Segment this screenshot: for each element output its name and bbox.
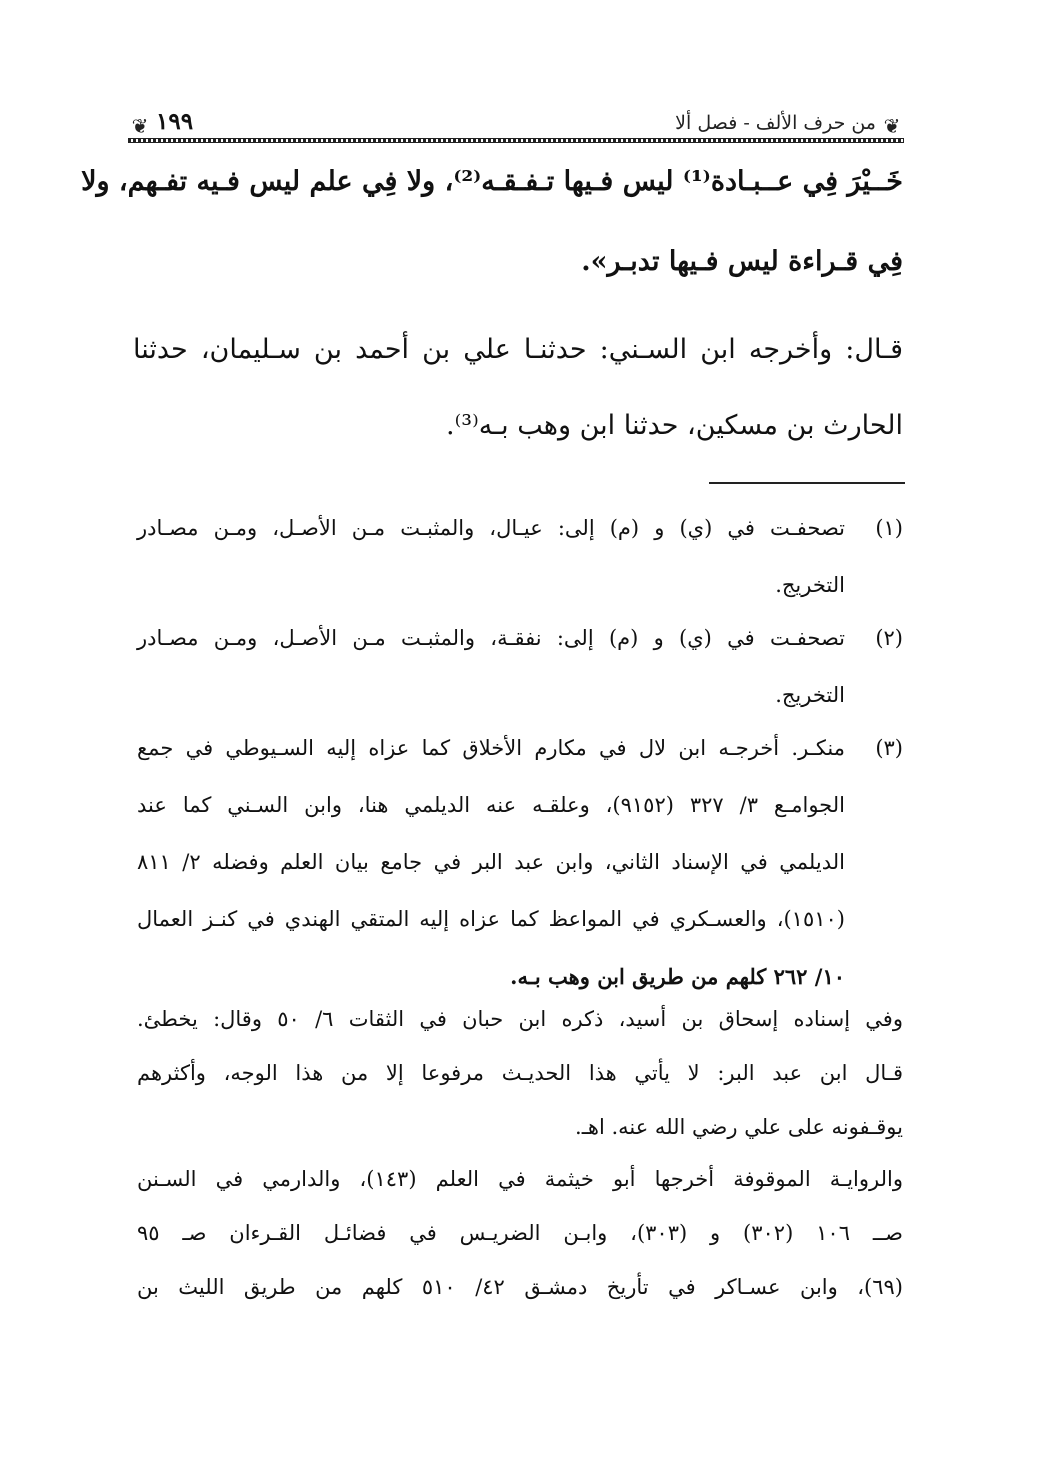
footnote-continuation	[137, 992, 903, 1154]
footnote-line: منكـر. أخرجـه ابن لال في مكارم الأخلاق كما عزاه إليه السـيوطي في جمع	[137, 736, 845, 760]
footnote-line: الجوامـع ٣/ ٣٢٧ (٩١٥٢)، وعلقـه عنه الديلمي هنا، وابن السـني كما عند	[137, 793, 845, 817]
footnote-2	[137, 610, 903, 724]
footnote-continuation	[137, 1152, 903, 1314]
header-ornament-left-icon: ❦	[131, 114, 149, 138]
footnote-line: (١٥١٠)، والعسـكري في المواعظ كما عزاه إليه المتقي الهندي في كنـز العمال	[137, 907, 845, 931]
main-text-line: قـال: وأخرجه ابن السـني: حدثنـا علي بن أحمد بن سـليمان، حدثنا	[133, 334, 903, 365]
continuation-line: (٦٩)، وابن عسـاكر في تأريخ دمشـق ٤٢/ ٥١٠ كلهم من طريق الليث بن	[137, 1275, 903, 1299]
footnote-line: تصحفـت في (ي) و (م) إلى: نفقـة، والمثبـت مـن الأصـل، ومـن مصـادر	[137, 626, 845, 650]
header-rule	[128, 138, 904, 143]
continuation-line: قـال ابن عبد البر: لا يأتي هذا الحديـث مرفوعا إلا من هذا الوجه، وأكثرهم	[137, 1061, 903, 1085]
main-text-line: الحارث بن مسكين، حدثنا ابن وهب بـه⁽³⁾.	[446, 410, 903, 441]
continuation-line: والروايـة الموقوفة أخرجها أبو خيثمة في العلم (١٤٣)، والدارمي في السـنن	[137, 1167, 903, 1191]
main-text-line: خَــيْرَ فِي عــبـادة⁽¹⁾ ليس فـيها تـفـقـه⁽²⁾، ولا فِي علم ليس فـيه تفـهم، ولا	[81, 166, 903, 197]
continuation-line: يوقـفونه على علي رضي الله عنه. اهـ.	[575, 1115, 903, 1139]
main-text-line: فِي قـراءة ليس فـيها تدبـر».	[581, 246, 903, 277]
footnote-1	[137, 500, 903, 614]
header-title: من حرف الألف - فصل ألا	[675, 112, 876, 134]
continuation-line: وفي إسناده إسحاق بن أسيد، ذكره ابن حبان في الثقات ٦/ ٥٠ وقال: يخطئ.	[137, 1007, 903, 1031]
footnote-line: ١٠/ ٢٦٢ كلهم من طريق ابن وهب بـه.	[510, 964, 845, 989]
footnote-number: (٢)	[875, 626, 903, 650]
footnote-line: تصحفـت في (ي) و (م) إلى: عيـال، والمثبـت مـن الأصـل، ومـن مصـادر	[137, 516, 845, 540]
footnote-line: التخريج.	[775, 573, 845, 597]
continuation-line: صــ ١٠٦ (٣٠٢) و (٣٠٣)، وابـن الضريـس في فضائـل القـرءان صـ ٩٥	[137, 1221, 903, 1245]
header-ornament-right-icon: ❦	[883, 114, 901, 138]
footnote-line: التخريج.	[775, 683, 845, 707]
footnote-number: (٣)	[875, 736, 903, 760]
footnote-line: الديلمي في الإسناد الثاني، وابن عبد البر في جامع بيان العلم وفضله ٢/ ٨١١	[137, 850, 845, 874]
footnote-3	[137, 720, 903, 1005]
footnote-number: (١)	[875, 516, 903, 540]
footnote-separator	[709, 482, 905, 484]
page-number: ١٩٩	[156, 108, 194, 135]
